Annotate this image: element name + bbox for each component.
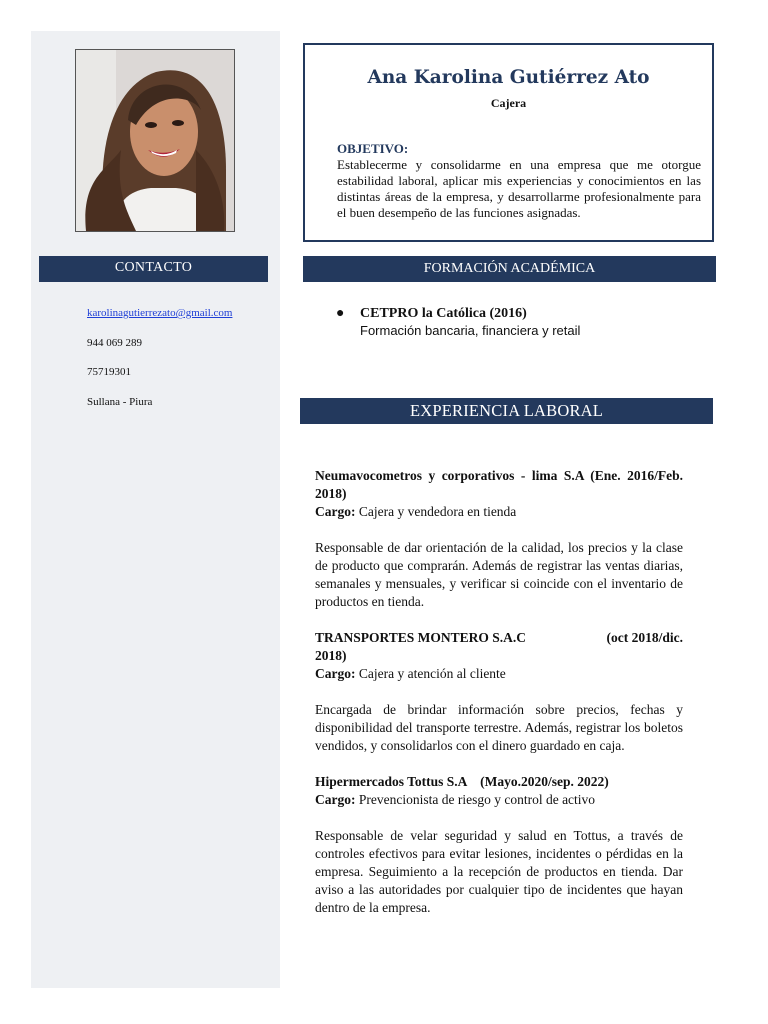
job-description: Responsable de velar seguridad y salud en Tottus, a través de controles efectivos para evitar lesiones, incidentes o pérdidas en la empresa. Seguimiento a la recepción de productos en tienda. Dar aviso a las autoridades por cualquier tipo de incidentes que hayan dentro de la empresa. [315,828,683,915]
job-company: Neumavocometros y corporativos - lima S.A (Ene. 2016/Feb. 2018) [315,468,683,501]
profile-photo-image [76,50,234,231]
education-institution: CETPRO la Católica (2016) [360,306,527,321]
objective-title: OBJETIVO: [337,141,409,156]
contact-list [87,307,232,425]
job-company: Hipermercados Tottus S.A (Mayo.2020/sep. 2022) [315,774,609,789]
header-box [303,43,714,242]
education-heading: FORMACIÓN ACADÉMICA [303,256,716,282]
job-description: Encargada de brindar información sobre precios, fechas y disponibilidad del transporte terrestre. Además, registrar los boletos vendidos, y consolidarlos con el dinero guardado en caja. [315,702,683,753]
email-link[interactable]: karolinagutierrezato@gmail.com [87,307,233,319]
experience-list [315,467,683,917]
education-detail: Formación bancaria, financiera y retail [360,323,581,338]
job-role: Cargo: Cajera y atención al cliente [315,666,506,681]
education-item [336,306,580,338]
profile-photo [75,49,235,232]
phone-number: 944 069 289 [87,336,142,349]
id-number: 75719301 [87,366,131,378]
bullet-icon: ● [336,306,345,321]
location: Sullana - Piura [87,395,153,408]
job-period: 2018) [315,648,347,663]
candidate-role: Cajera [490,96,527,110]
experience-heading: EXPERIENCIA LABORAL [300,398,713,424]
job-role: Cargo: Cajera y vendedora en tienda [315,504,517,519]
job-company: TRANSPORTES MONTERO S.A.C (oct 2018/dic. [315,630,683,645]
contact-heading: CONTACTO [39,256,268,282]
job-role: Cargo: Prevencionista de riesgo y control de activo [315,792,596,807]
job-description: Responsable de dar orientación de la calidad, los precios y la clase de producto que comprarán. Además de registrar las ventas diarias, semanales y mensuales, y verificar si coincide con el inventario de productos en tienda. [315,540,683,609]
objective-text: Establecerme y consolidarme en una empresa que me otorgue estabilidad laboral, aplicar mis experiencias y conocimientos en las distintas áreas de la empresa, y desarrollarme profesionalmente para el buen desempeño de las funciones asignadas. [337,157,701,220]
candidate-name: Ana Karolina Gutiérrez Ato [367,67,650,88]
